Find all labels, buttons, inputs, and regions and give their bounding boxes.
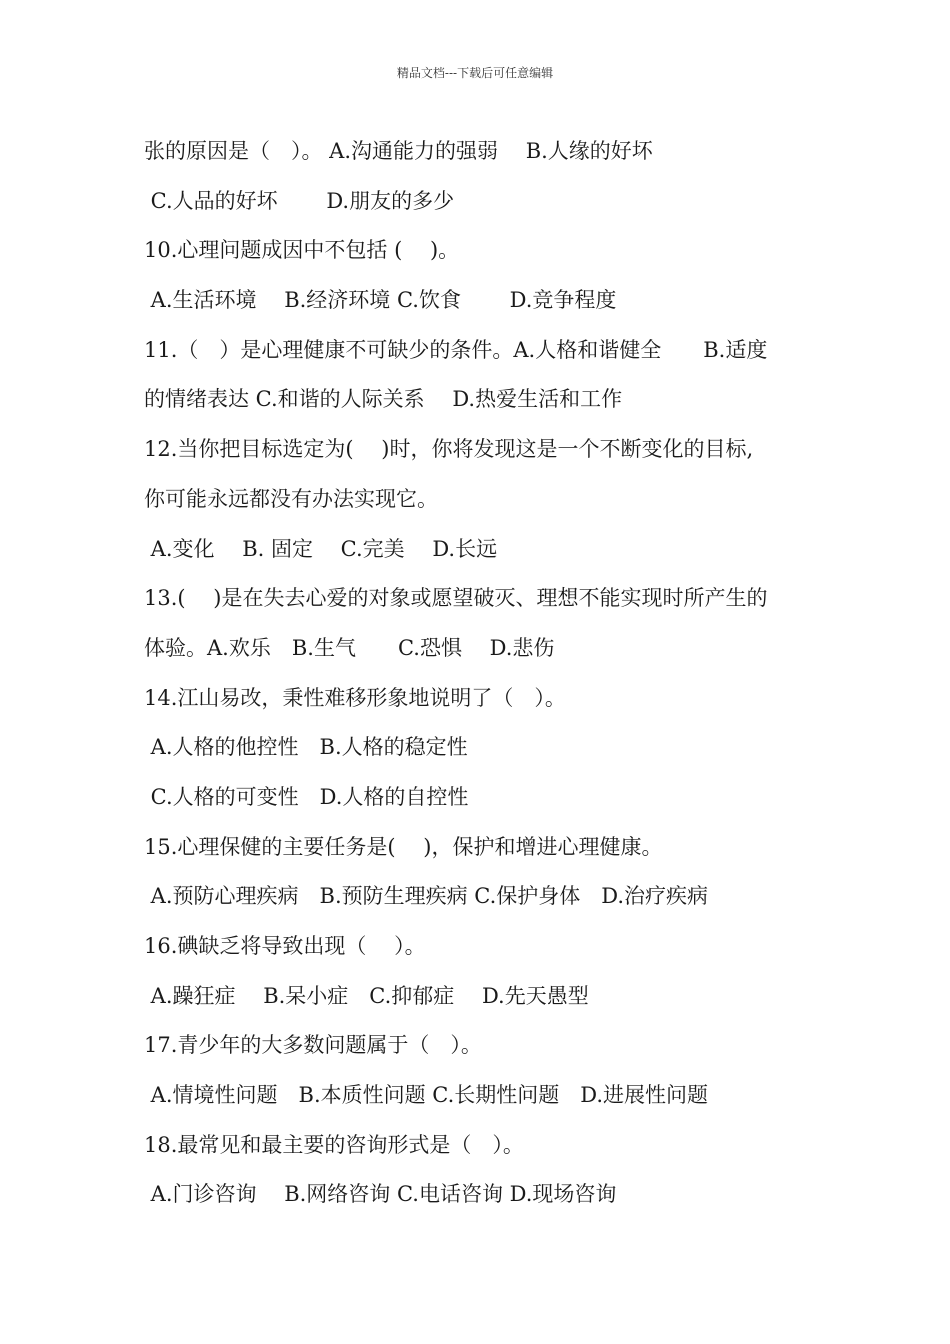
question-13: 13.( )是在失去心爱的对象或愿望破灭、理想不能实现时所产生的	[144, 586, 768, 611]
question-14: 14.江山易改，秉性难移形象地说明了（ ）。	[144, 685, 566, 710]
text-line: A.人格的他控性 B.人格的稳定性	[144, 735, 468, 760]
question-16: 16.碘缺乏将导致出现（ ）。	[144, 934, 426, 958]
text-line: A.变化 B. 固定 C.完美 D.长远	[144, 536, 498, 561]
question-11: 11.（ ）是心理健康不可缺少的条件。A.人格和谐健全 B.适度	[144, 337, 768, 362]
question-10: 10.心理问题成因中不包括 ( )。	[144, 238, 460, 263]
text-line: C.人格的可变性 D.人格的自控性	[144, 784, 469, 809]
text-line: 你可能永远都没有办法实现它。	[144, 486, 438, 511]
question-12: 12.当你把目标选定为( )时，你将发现这是一个不断变化的目标,	[144, 437, 754, 462]
text-line: C.人品的好坏 D.朋友的多少	[144, 188, 455, 213]
question-18: 18.最常见和最主要的咨询形式是（ ）。	[144, 1132, 524, 1157]
text-line: 张的原因是（ ）。 A.沟通能力的强弱 B.人缘的好坏	[144, 139, 653, 163]
question-15: 15.心理保健的主要任务是( )，保护和增进心理健康。	[144, 834, 663, 859]
question-17: 17.青少年的大多数问题属于（ ）。	[144, 1033, 482, 1058]
document-body	[144, 128, 824, 1221]
text-line: 体验。A.欢乐 B.生气 C.恐惧 D.悲伤	[144, 635, 555, 660]
text-line: A.情境性问题 B.本质性问题 C.长期性问题 D.进展性问题	[144, 1083, 709, 1108]
text-line: A.门诊咨询 B.网络咨询 C.电话咨询 D.现场咨询	[144, 1182, 617, 1207]
page-header: 精品文档---下载后可任意编辑	[396, 66, 554, 80]
text-line: A.躁狂症 B.呆小症 C.抑郁症 D.先天愚型	[144, 983, 589, 1008]
text-line: 的情绪表达 C.和谐的人际关系 D.热爱生活和工作	[144, 387, 623, 412]
text-line: A.预防心理疾病 B.预防生理疾病 C.保护身体 D.治疗疾病	[144, 884, 709, 909]
text-line: A.生活环境 B.经济环境 C.饮食 D.竞争程度	[144, 288, 617, 313]
